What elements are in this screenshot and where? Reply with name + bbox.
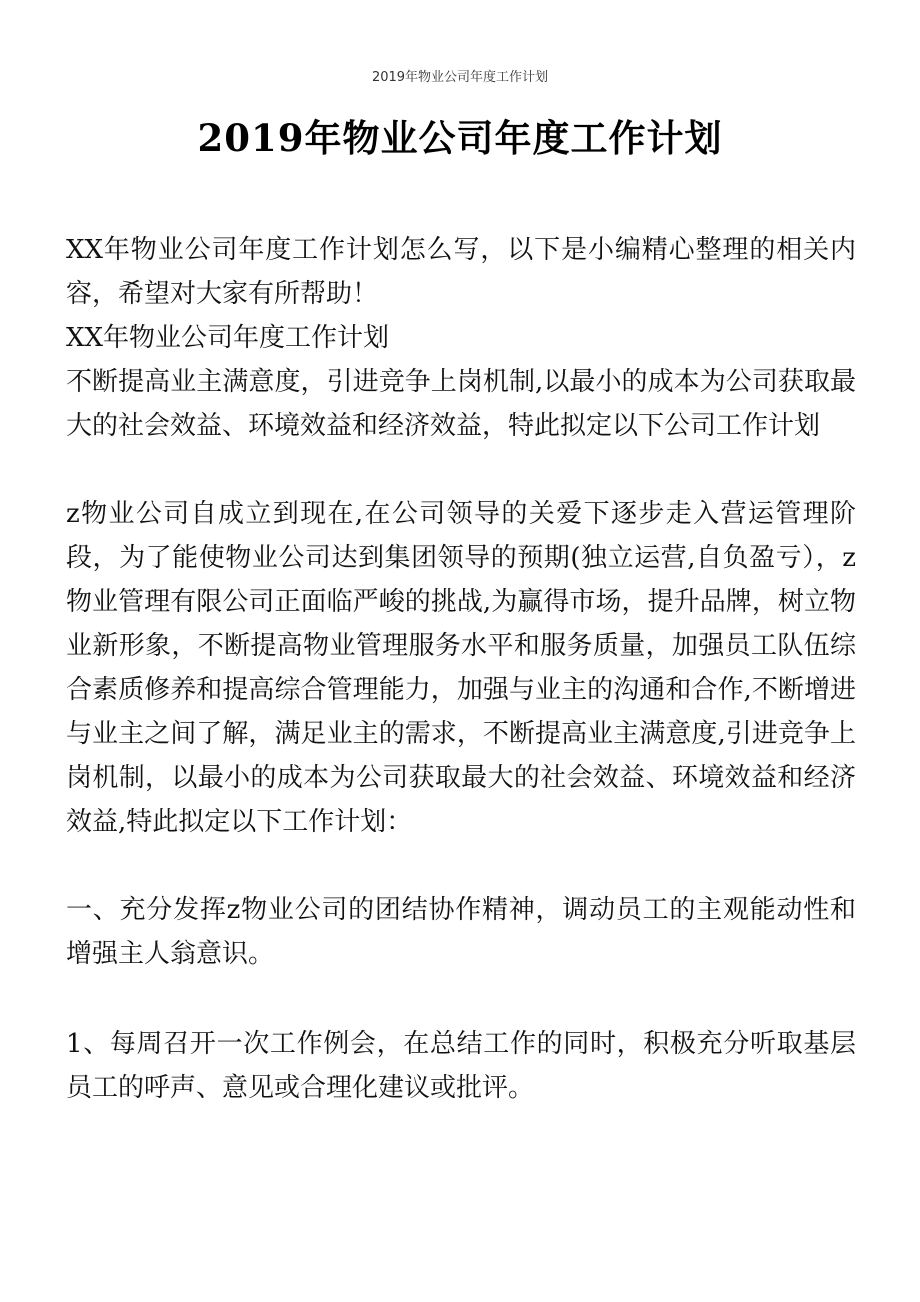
intro-paragraph: XX年物业公司年度工作计划怎么写，以下是小编精心整理的相关内容，希望对大家有所帮助！ bbox=[66, 235, 856, 309]
plan-subtitle: XX年物业公司年度工作计划 bbox=[66, 323, 390, 353]
document-body bbox=[66, 228, 856, 1110]
section-1-heading: 一、充分发挥z物业公司的团结协作精神，调动员工的主观能动性和增强主人翁意识。 bbox=[66, 895, 856, 969]
document-title: 2019年物业公司年度工作计划 bbox=[197, 116, 723, 160]
paragraph-spacer bbox=[66, 976, 856, 1022]
paragraph-1: 不断提高业主满意度，引进竞争上岗机制,以最小的成本为公司获取最大的社会效益、环境效益和经济效益，特此拟定以下公司工作计划 bbox=[66, 367, 856, 441]
paragraph-2: z物业公司自成立到现在,在公司领导的关爱下逐步走入营运管理阶段，为了能使物业公司达到集团领导的预期(独立运营,自负盈亏），z物业管理有限公司正面临严峻的挑战,为赢得市场，提升品牌，树立物业新形象，不断提高物业管理服务水平和服务质量，加强员工队伍综合素质修养和提高综合管理能力，加强与业主的沟通和合作,不断增进与业主之间了解，满足业主的需求，不断提高业主满意度,引进竞争上岗机制，以最小的成本为公司获取最大的社会效益、环境效益和经济效益,特此拟定以下工作计划： bbox=[66, 499, 856, 837]
item-1: 1、每周召开一次工作例会，在总结工作的同时，积极充分听取基层员工的呼声、意见或合理化建议或批评。 bbox=[66, 1029, 856, 1103]
running-header: 2019年物业公司年度工作计划 bbox=[371, 70, 549, 85]
paragraph-spacer bbox=[66, 448, 856, 492]
paragraph-spacer bbox=[66, 844, 856, 888]
